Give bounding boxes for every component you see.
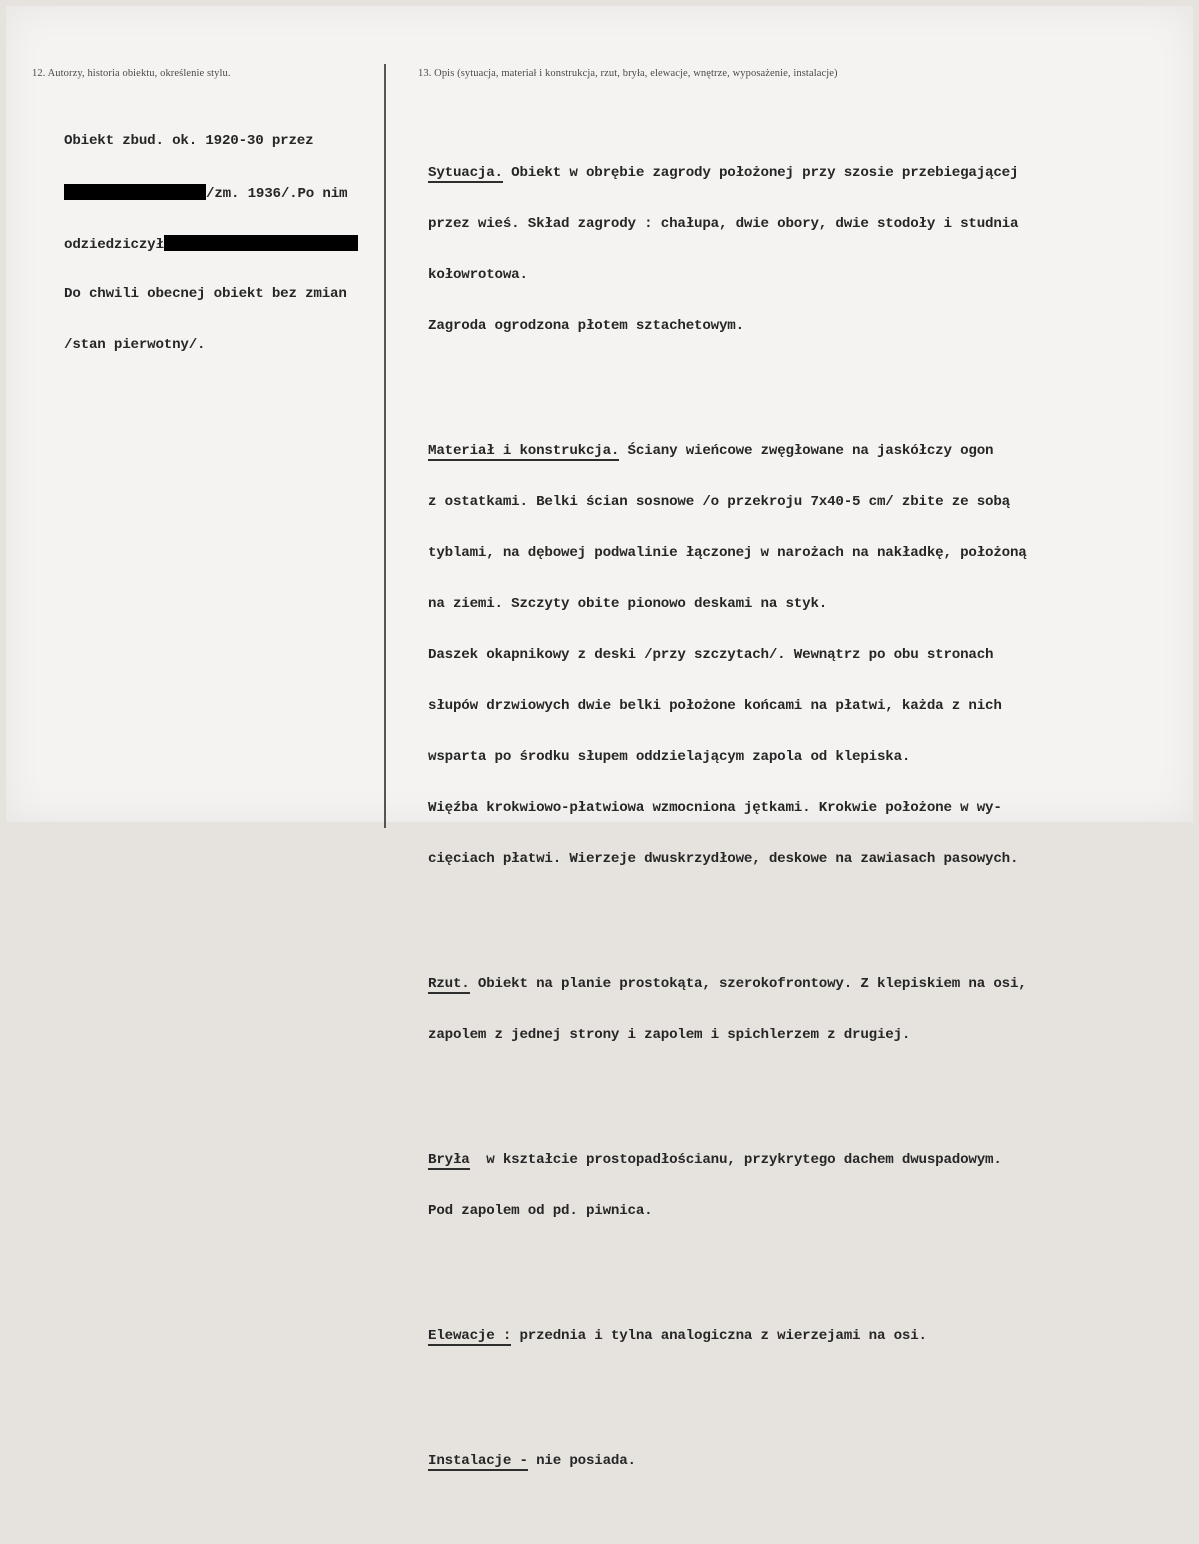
section-instalacje: Instalacje - nie posiada. xyxy=(428,1453,636,1469)
section-bryla: Bryła w kształcie prostopadłościanu, przykrytego dachem dwuspadowym. Pod zapolem od pd. piwnica. xyxy=(428,1152,1002,1219)
redaction-bar xyxy=(164,235,358,251)
section-material: Materiał i konstrukcja. Ściany wieńcowe zwęgłowane na jaskółczy ogon z ostatkami. Belki ścian sosnowe /o przekroju 7x40-5 cm/ zbite ze sobą tyblami, na dębowej podwalinie łączonej w narożach na nakładkę, położoną na ziemi. Szczyty obite pionowo deskami na styk. Daszek okapnikowy z deski /przy szczytach/. Wewnątrz po obu stronach słupów drzwiowych dwie belki położone końcami na płatwi, każda z nich wsparta po środku słupem oddzielającym zapola od klepiska. Więźba krokwiowo-płatwiowa wzmocniona jętkami. Krokwie położone w wy- cięciach płatwi. Wierzeje dwuskrzydłowe, deskowe na zawiasach pasowych. xyxy=(428,443,1027,867)
section-label: Sytuacja. xyxy=(428,165,503,181)
section-label: Materiał i konstrukcja. xyxy=(428,443,620,459)
heading-authors-history: 12. Autorzy, historia obiektu, określenie stylu. xyxy=(32,68,231,79)
description-text xyxy=(428,97,1027,1544)
history-line: Do chwili obecnej obiekt bez zmian xyxy=(64,286,347,302)
history-line: /stan pierwotny/. xyxy=(64,337,206,353)
history-line: /zm. 1936/.Po nim xyxy=(64,184,358,201)
section-label: Rzut. xyxy=(428,976,470,992)
section-label: Instalacje - xyxy=(428,1453,528,1469)
history-line: Obiekt zbud. ok. 1920-30 przez xyxy=(64,133,314,149)
section-label: Bryła xyxy=(428,1152,470,1168)
history-text xyxy=(64,99,358,388)
inventory-card xyxy=(6,6,1193,1469)
heading-description: 13. Opis (sytuacja, materiał i konstrukcja, rzut, bryła, elewacje, wnętrze, wyposażenie, instalacje) xyxy=(418,68,838,79)
redaction-bar xyxy=(64,184,206,200)
history-line: odziedziczył xyxy=(64,235,358,252)
section-label: Elewacje : xyxy=(428,1328,512,1344)
section-rzut: Rzut. Obiekt na planie prostokąta, szerokofrontowy. Z klepiskiem na osi, zapolem z jednej strony i zapolem i spichlerzem z drugiej. xyxy=(428,976,1027,1043)
section-elewacje: Elewacje : przednia i tylna analogiczna z wierzejami na osi. xyxy=(428,1328,927,1344)
column-divider xyxy=(384,64,386,828)
section-sytuacja: Sytuacja. Obiekt w obrębie zagrody położonej przy szosie przebiegającej przez wieś. Skład zagrody : chałupa, dwie obory, dwie stodoły i studnia kołowrotowa. Zagroda ogrodzona płotem sztachetowym. xyxy=(428,165,1019,334)
